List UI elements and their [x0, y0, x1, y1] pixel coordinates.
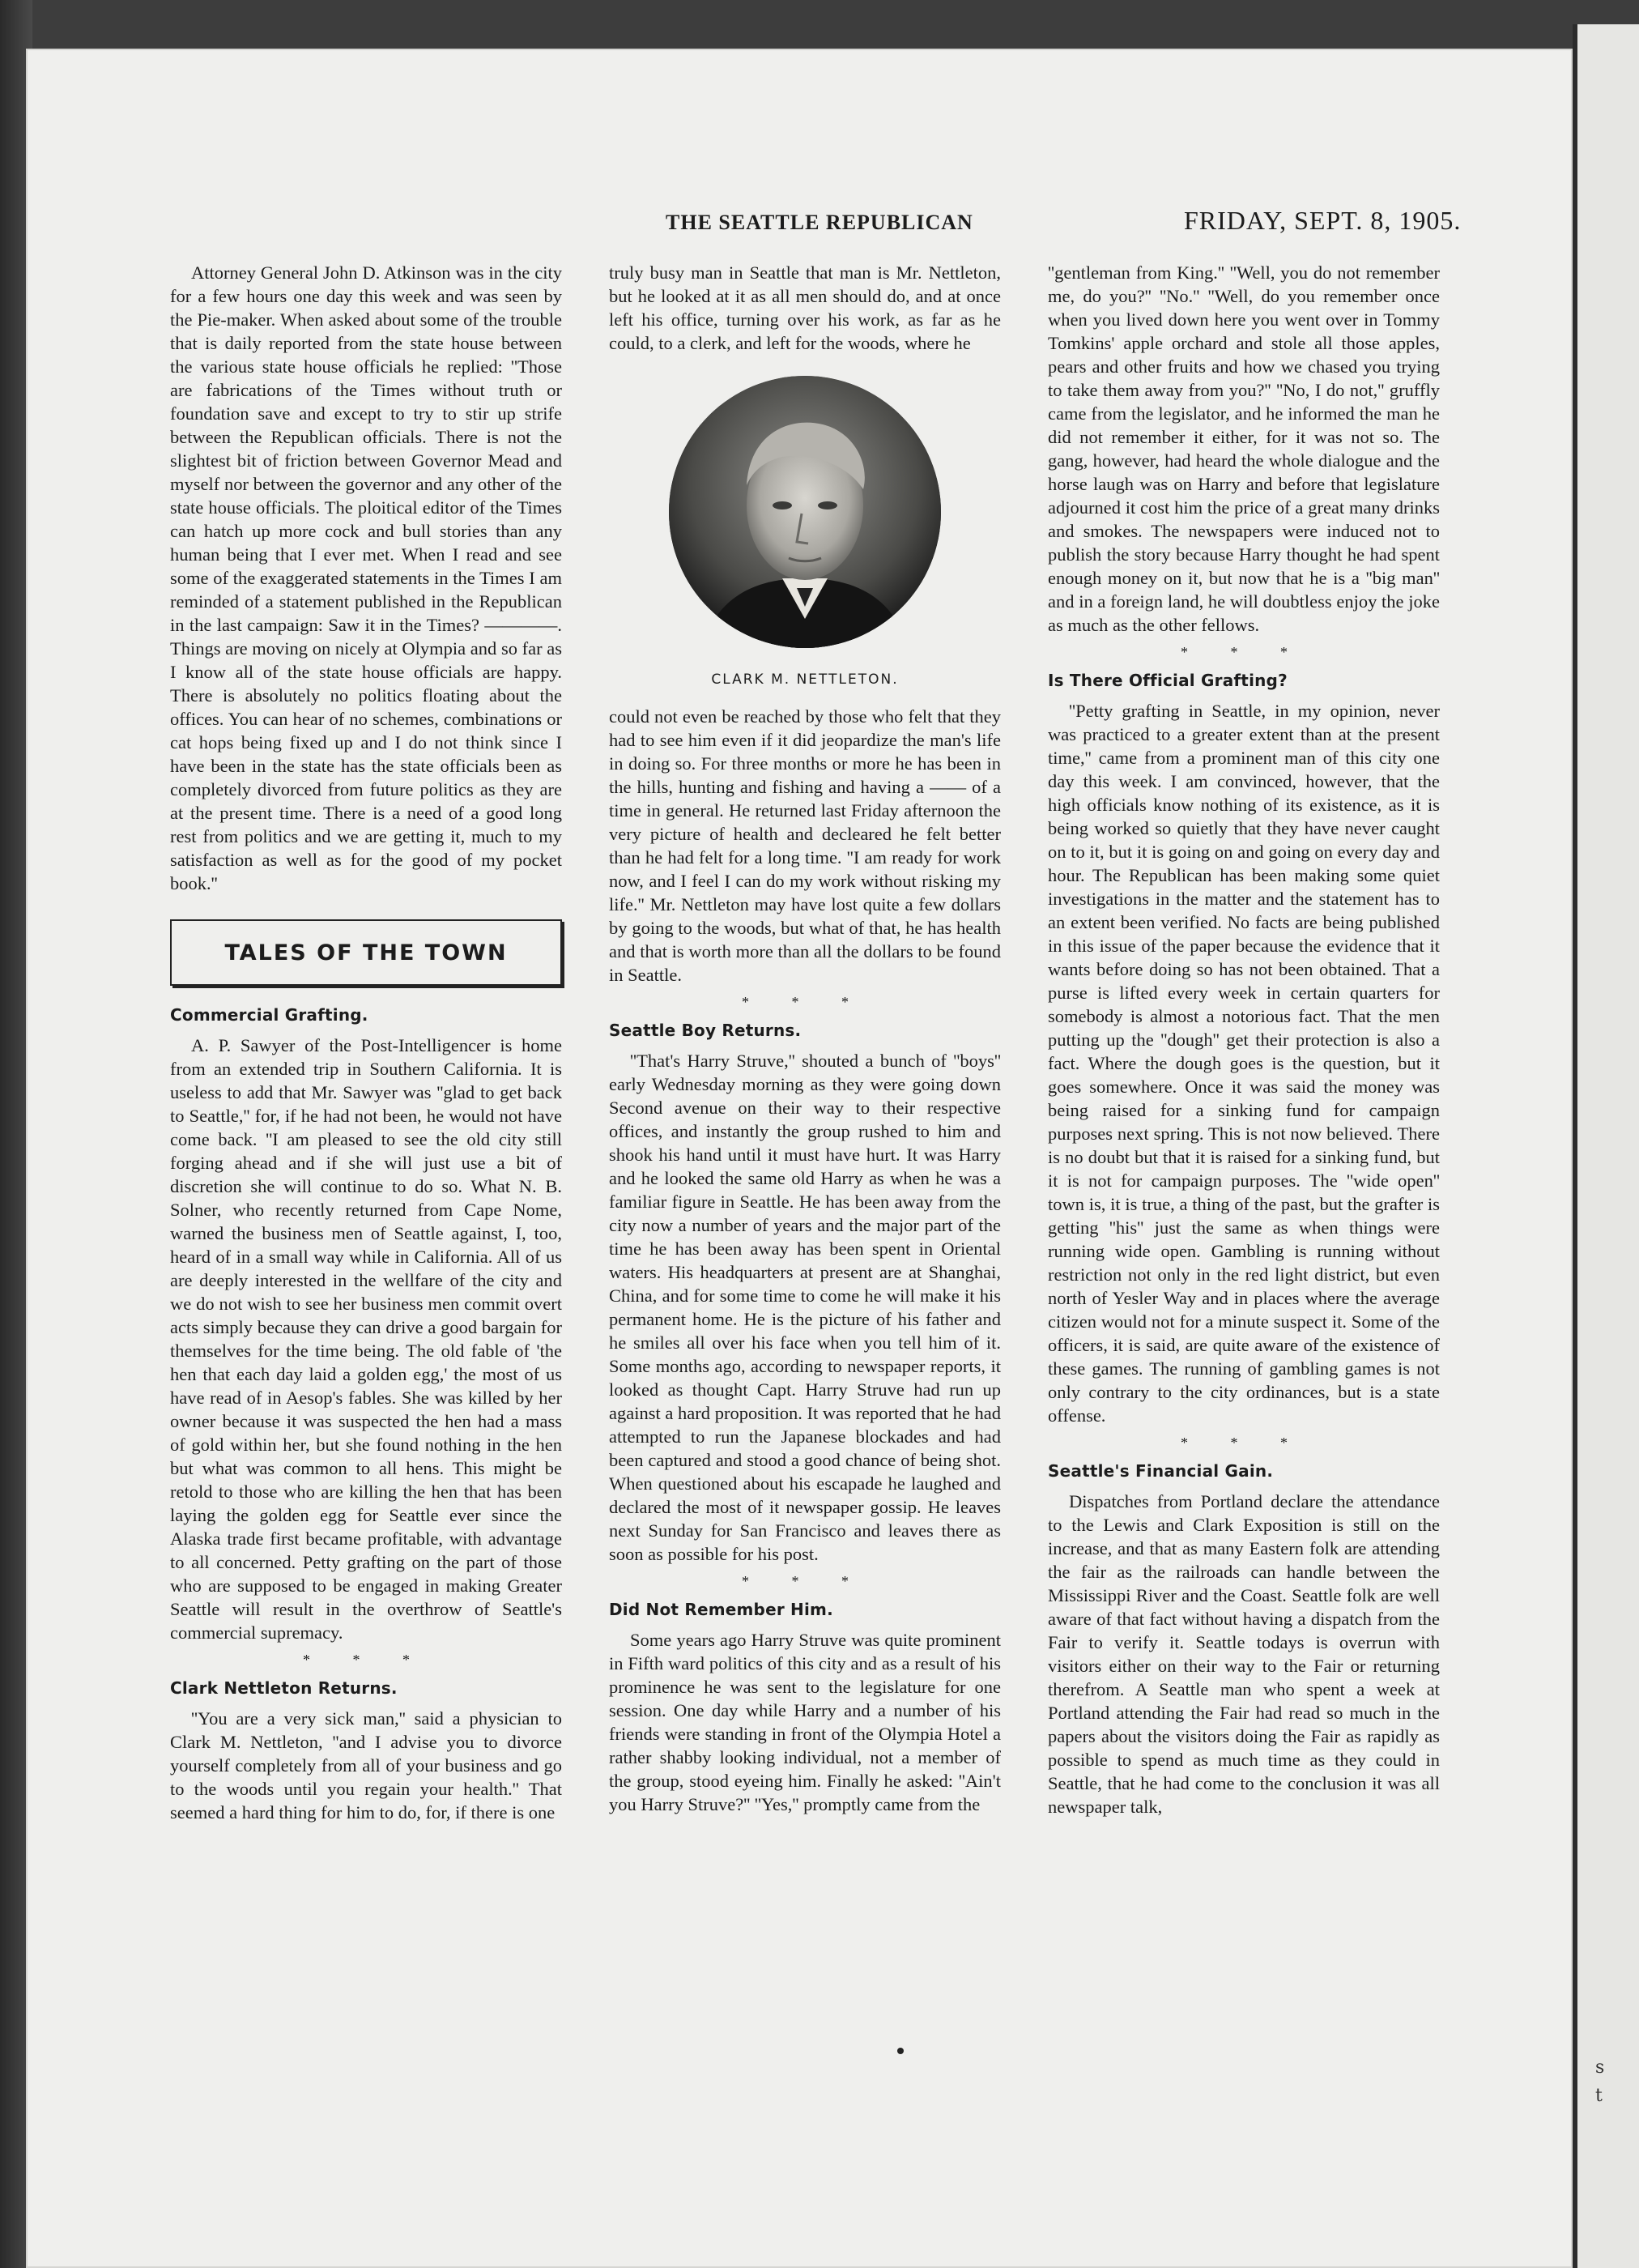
portrait-illustration [669, 376, 941, 648]
article-headline: Seattle's Financial Gain. [1048, 1461, 1274, 1481]
article-paragraph: ''You are a very sick man,'' said a physician to Clark M. Nettleton, ''and I advise you to divorce yourself completely from all of your business and go to the woods until you regain your health.'' That seemed a hard thing for him to do, for, if there is one [170, 1708, 562, 1823]
article-headline: Clark Nettleton Returns. [170, 1678, 398, 1698]
column-1 [170, 261, 562, 1824]
article-paragraph: Attorney General John D. Atkinson was in the city for a few hours one day this week and was seen by the Pie-maker. When asked about some of the trouble that is daily reported from the state house between the various state house officials he replied: ''Those are fabrications of the Times without truth or foundation save and except to try to stir up strife between the Republican officials. There is not the slightest bit of friction between Governor Mead and myself nor between the governor and any other of the state house officials. The ploitical editor of the Times can hatch up more cock and bull stories than any human being that I ever met. When I read and see some of the exaggerated statements in the Times I am reminded of a statement published in the Republican in the last campaign: Saw it in the Times? ————. Things are moving on nicely at Olympia and so far as I know all of the state house officials are happy. There is absolutely no politics floating about the offices. You can hear of no schemes, combinations or cat hops being fixed up and I do not think since I have been in the state has the state officials been as completely divorced from future politics as they are at the present time. There is a need of a good long rest from politics and we are getting it, much to my satisfaction as well as for the good of my pocket book.'' [170, 262, 562, 893]
section-divider: * * * [742, 1573, 868, 1589]
masthead [26, 206, 1573, 243]
article-headline: Did Not Remember Him. [609, 1600, 833, 1619]
adjacent-page-letter: t [1595, 2086, 1603, 2106]
adjacent-page-letter: s [1595, 2057, 1605, 2078]
section-divider: * * * [742, 994, 868, 1010]
column-3 [1048, 261, 1440, 1818]
section-divider: * * * [1181, 1435, 1307, 1451]
article-paragraph: could not even be reached by those who felt that they had to see him even if it did jeopardize the man's life in doing so. For three months or more he has been in the hills, hunting and fishing and having a —— of a time in general. He returned last Friday afternoon the very picture of health and decleared he felt better than he had felt for a long time. ''I am ready for work now, and I feel I can do my work without risking my life.'' Mr. Nettleton may have lost quite a few dollars by going to the woods, but what of that, he has health and that is worth more than all the dollars to be found in Seattle. [609, 706, 1001, 985]
article-headline: Seattle Boy Returns. [609, 1021, 802, 1040]
article-paragraph: A. P. Sawyer of the Post-Intelligencer is home from an extended trip in Southern California. It is useless to add that Mr. Sawyer was ''glad to get back to Seattle,'' for, if he had not been, he would not have come back. ''I am pleased to see the old city still forging ahead and if she will just use a bit of discretion she will continue to do so. What N. B. Solner, who recently returned from Cape Nome, warned the business men of Seattle against, I, too, heard of in a small way while in California. All of us are deeply interested in the wellfare of the city and we do not wish to see her business men commit overt acts simply because they can drive a good bargain for themselves for the time being. The old fable of 'the hen that each day laid a golden egg,' the most of us have read of in Aesop's fables. She was killed by her owner because it was suspected the hen had a mass of gold within her, but she found nothing in the hen but what was common to all hens. This might be retold to those who are killing the hen that has been laying the golden egg for Seattle ever since the Alaska trade first became profitable, with advantage to all concerned. Petty grafting on the part of those who are supposed to be engaged in making Greater Seattle will result in the overthrow of Seattle's commercial supremacy. [170, 1035, 562, 1643]
adjacent-page-strip [1573, 24, 1639, 2268]
newspaper-page [26, 49, 1573, 2268]
issue-date: FRIDAY, SEPT. 8, 1905. [1184, 206, 1462, 235]
article-paragraph: truly busy man in Seattle that man is Mr. Nettleton, but he looked at it as all men should do, and at once left his office, turning over his work, as far as he could, to a clerk, and left for the woods, where he [609, 262, 1001, 353]
section-title: TALES OF THE TOWN [224, 940, 508, 966]
article-paragraph: ''That's Harry Struve,'' shouted a bunch of ''boys'' early Wednesday morning as they were going down Second avenue on their way to their respective offices, and instantly the group rushed to him and shook his hand until it must have hurt. It was Harry and he looked the same old Harry as when he was a familiar figure in Seattle. He has been away from the city now a number of years and the major part of the time he has been away has been spent in Oriental waters. His headquarters at present are at Shanghai, China, and for some time to come he will make it his permanent home. He is the picture of his father and he smiles all over his face when you tell him of it. Some months ago, according to newspaper reports, it looked as thought Capt. Harry Struve had run up against a hard proposition. It was reported that he had attempted to run the Japanese blockades and had been captured and stood a good chance of being shot. When questioned about his escapade he laughed and declared the most of it newspaper gossip. He leaves next Sunday for San Francisco and leaves there as soon as possible for his post. [609, 1051, 1001, 1564]
print-speck [897, 2048, 904, 2054]
section-divider: * * * [303, 1652, 429, 1668]
article-headline: Is There Official Grafting? [1048, 671, 1288, 690]
newspaper-title: THE SEATTLE REPUBLICAN [666, 211, 973, 234]
article-paragraph: ''gentleman from King.'' ''Well, you do not remember me, do you?'' ''No.'' ''Well, do you remember once when you lived down here you went over in Tommy Tomkins' apple orchard and stole all those apples, pears and other fruits and how we chased you trying to take them away from you?'' ''No, I do not,'' gruffly came from the legislator, and he informed the man he did not remember it either, for it was not so. The gang, however, had heard the whole dialogue and the horse laugh was on Harry and before that legislature adjourned it cost him the price of a great many drinks and smokes. The newspapers were induced not to publish the story because Harry thought he had spent enough money on it, but now that he is a ''big man'' and in a foreign land, he will doubtless enjoy the joke as much as the other fellows. [1048, 262, 1440, 635]
portrait-frame [609, 376, 1001, 654]
portrait-photo [669, 376, 941, 648]
article-paragraph: ''Petty grafting in Seattle, in my opinion, never was practiced to a greater extent than at the present time,'' came from a prominent man of this city one day this week. I am convinced, however, that the high officials know nothing of its existence, as it is being worked so quietly that they have never caught on to it, but it is going on and going on every day and hour. The Republican has been making some quiet investigations in the matter and the statement has to an extent been verified. No facts are being published in this issue of the paper because the evidence that it wants before doing so has not been obtained. That a purse is lifted every week in certain quarters for somebody is almost a notorious fact. That the men putting up the ''dough'' get their protection is also a fact. Where the dough goes is the question, but it goes somewhere. Once it was said the money was being raised for a sinking fund for campaign purposes next spring. This is not now believed. There is no doubt but that it is raised for a sinking fund, but it is not for campaign purposes. The ''wide open'' town is, it is true, a thing of the past, but the grafter is getting ''his'' just the same as when things were running wide open. Gambling is running without restriction not only in the red light district, but even north of Yesler Way and in places where the average citizen would not for a minute suspect it. Some of the officers, it is said, are quite aware of the existence of these games. The running of gambling games is not only contrary to the city ordinances, but is a state offense. [1048, 701, 1440, 1426]
column-2 [609, 261, 1001, 1816]
article-headline: Commercial Grafting. [170, 1005, 368, 1025]
article-paragraph: Dispatches from Portland declare the attendance to the Lewis and Clark Exposition is still on the increase, and that as many Eastern folk are attending the fair as the railroads can handle between the Mississippi River and the Coast. Seattle folk are well aware of that fact without having a dispatch from the Fair to verify it. Seattle todays is overrun with visitors either on their way to the Fair or returning therefrom. A Seattle man who spent a week at Portland attending the Fair had read so much in the papers about the visitors doing the Fair as rapidly as possible to spend as much time as they could in Seattle, that he had come to the conclusion it was all newspaper talk, [1048, 1491, 1440, 1817]
article-paragraph: Some years ago Harry Struve was quite prominent in Fifth ward politics of this city and as a result of his prominence he was sent to the legislature for one session. One day while Harry and a number of his friends were standing in front of the Olympia Hotel a rather shabby looking individual, not a member of the group, stood eyeing him. Finally he asked: ''Ain't you Harry Struve?'' ''Yes,'' promptly came from the [609, 1630, 1001, 1814]
photo-caption: CLARK M. NETTLETON. [711, 671, 899, 688]
section-divider: * * * [1181, 644, 1307, 660]
section-header-box [170, 919, 562, 986]
